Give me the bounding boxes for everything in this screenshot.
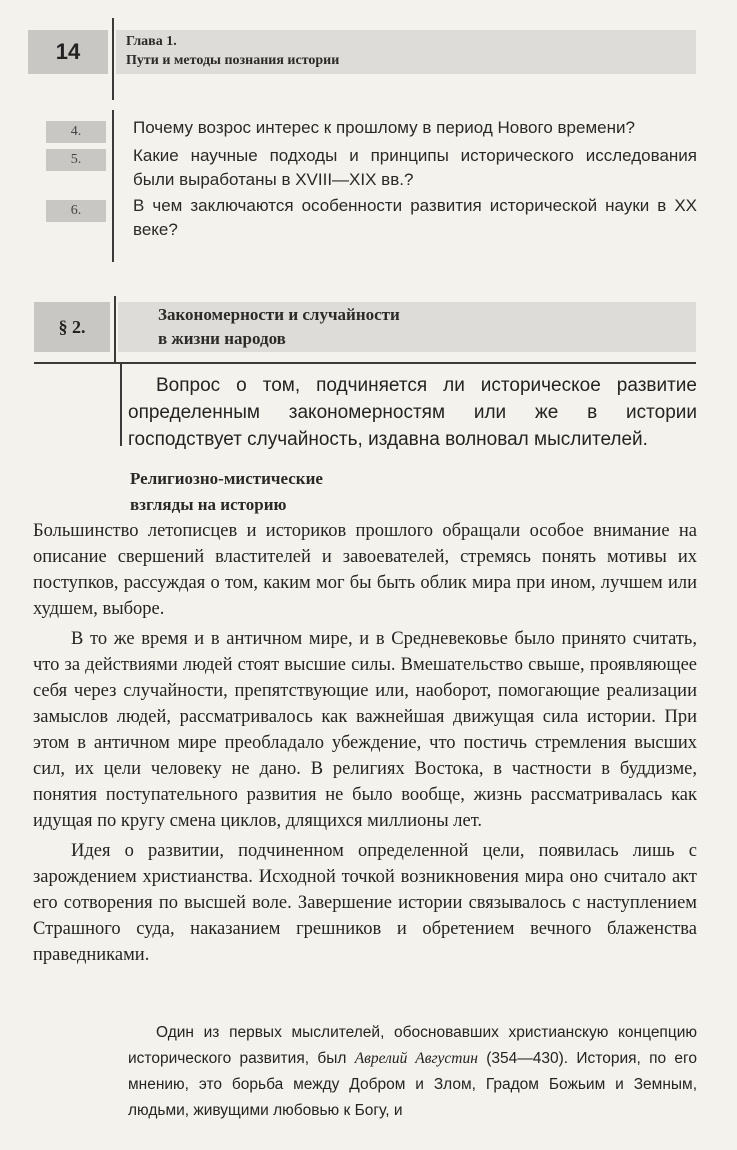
section-intro: Вопрос о том, подчиняется ли историческое развитие определенным закономерностям или же в истории господствует случайность, издавна волновал мыслителей. <box>128 375 697 450</box>
question-5-text: Какие научные подходы и принципы исторического исследования были выработаны в XVIII—XIX вв.? <box>133 146 697 189</box>
subheading-line2: взгляды на историю <box>130 495 287 514</box>
section-vertical-rule <box>114 296 116 363</box>
question-6-text: В чем заключаются особенности развития исторической науки в XX веке? <box>133 196 697 239</box>
subheading <box>130 466 550 518</box>
page-number: 14 <box>28 30 108 74</box>
section-number: § 2. <box>34 302 110 352</box>
note-text-after: (354—430). История, по его мнению, это борьба между Добром и Злом, Градом Божьим и Земным, людьми, живущими любовью к Богу, и <box>128 1050 697 1119</box>
section-title <box>158 303 658 351</box>
section-horizontal-rule <box>34 362 696 364</box>
section-title-line1: Закономерности и случайности <box>158 305 400 324</box>
section-title-line2: в жизни народов <box>158 329 286 348</box>
questions-vertical-rule <box>112 110 114 262</box>
question-number-6: 6. <box>46 200 106 222</box>
intro-vertical-rule <box>120 364 122 446</box>
augustine-note <box>128 1020 697 1124</box>
question-4-text: Почему возрос интерес к прошлому в период Нового времени? <box>133 118 635 137</box>
body-text <box>33 518 697 972</box>
note-text-before: Один из первых мыслителей, обосновавших христианскую концепцию исторического развития, был <box>128 1024 697 1067</box>
header-vertical-rule <box>112 18 114 100</box>
body-paragraph-2: В то же время и в античном мире, и в Средневековье было принято считать, что за действиями людей стоят высшие силы. Вмешательство свыше, проявляющее себя через случайности, препятствующие или, наоборот, помогающие реализации замыслов людей, рассматривалось как важнейшая движущая сила истории. При этом в античном мире преобладало убеждение, что постичь стремления высших сил, их цели человеку не дано. В религиях Востока, в частности в буддизме, понятия поступательного развития не было вообще, жизнь рассматривалась как идущая по кругу смена циклов, длящихся миллионы лет. <box>33 629 697 831</box>
subheading-line1: Религиозно-мистические <box>130 469 323 488</box>
question-number-4: 4. <box>46 121 106 143</box>
chapter-number: Глава 1. <box>126 34 177 49</box>
body-paragraph-1: Большинство летописцев и историков прошлого обращали особое внимание на описание свершений властителей и завоевателей, стремясь понять мотивы их поступков, рассуждая о том, каким мог бы быть облик мира при ином, лучшем или худшем, выборе. <box>33 521 697 619</box>
chapter-title: Пути и методы познания истории <box>126 53 340 68</box>
question-number-5: 5. <box>46 149 106 171</box>
body-paragraph-3: Идея о развитии, подчиненном определенной цели, появилась лишь с зарождением христианства. Исходной точкой возникновения мира оно считало акт его сотворения по высшей воле. Завершение истории связывалось с наступлением Страшного суда, наказанием грешников и обретением вечного блаженства праведниками. <box>33 841 697 965</box>
note-name-augustine: Аврелий Августин <box>354 1050 478 1067</box>
